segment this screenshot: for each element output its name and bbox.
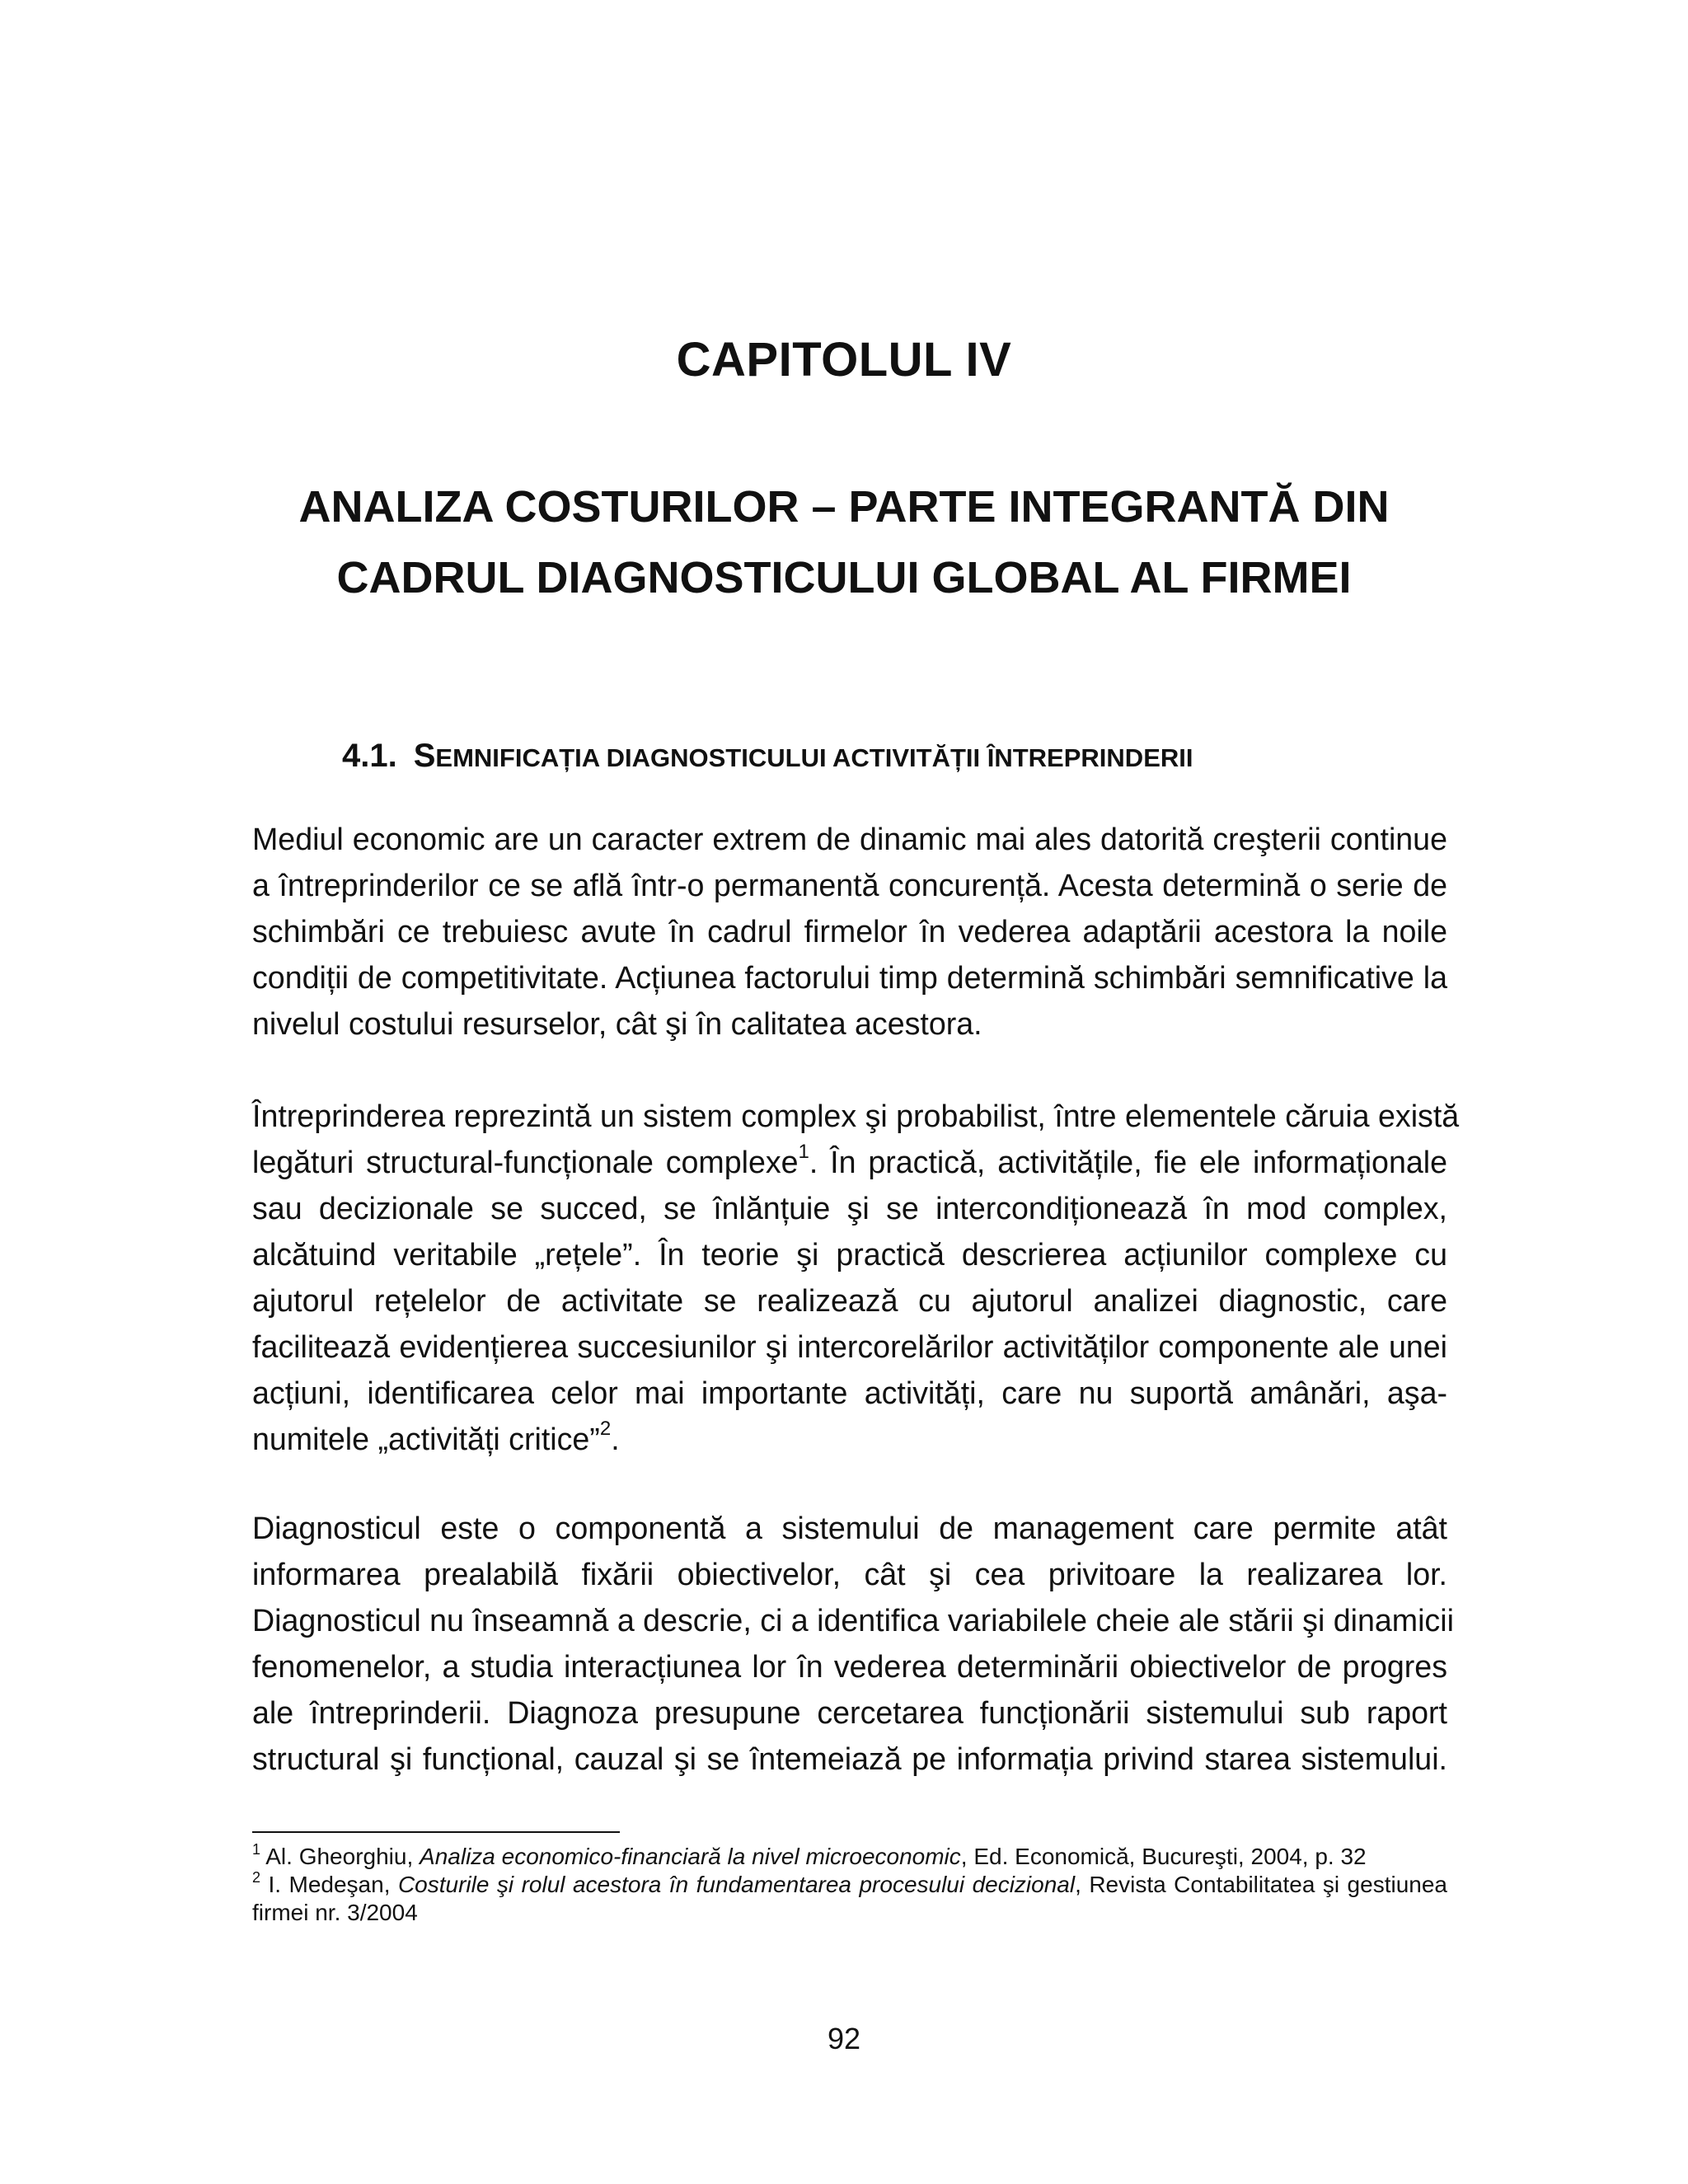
page-number: 92 [827,2022,861,2055]
section-title-initial: S [413,738,436,774]
paragraph-line: sau decizionale se succed, se înlănțuie şi se intercondiționează în mod complex, [252,1191,1447,1226]
paragraph-line: fenomenelor, a studia interacțiunea lor în vederea determinării obiectivelor de progres [252,1649,1447,1684]
paragraph-line: condiții de competitivitate. Acțiunea factorului timp determină schimbări semnificative la [252,960,1447,995]
footnote-details: , Ed. Economică, Bucureşti, 2004, p. 32 [960,1844,1367,1869]
footnote-marker: 2 [252,1868,261,1886]
footnote-1 [252,1840,1447,1871]
paragraph-text: legături structural-funcționale complexe [252,1145,799,1179]
paragraph-line: Diagnosticul este o componentă a sistemului de management care permite atât [252,1511,1447,1545]
footnote-title: Costurile şi rolul acestora în fundamentarea procesului decizional [397,1872,1076,1897]
section-title-rest: EMNIFICAȚIA DIAGNOSTICULUI ACTIVITĂȚII ÎNTREPRINDERII [435,743,1193,772]
paragraph-line: acțiuni, identificarea celor mai importante activități, care nu suportă amânări, aşa- [252,1376,1447,1410]
footnotes [252,1840,1447,1927]
paragraph-line: ale întreprinderii. Diagnoza presupune cercetarea funcționării sistemului sub raport [252,1695,1447,1730]
section-number: 4.1. [342,738,397,774]
footnote-ref-2[interactable]: 2 [599,1418,612,1441]
chapter-label: CAPITOLUL IV [676,333,1012,387]
paragraph-3 [252,1505,1454,1782]
paragraph-1 [252,816,1447,1047]
footnote-details: , Revista Contabilitatea şi gestiunea firmei nr. 3/2004 [252,1872,1447,1925]
paragraph-line: schimbări ce trebuiesc avute în cadrul firmelor în vederea adaptării acestora la noile [252,914,1447,949]
footnote-ref-1[interactable]: 1 [798,1141,809,1164]
footnote-separator [252,1831,620,1833]
paragraph-line: Diagnosticul nu înseamnă a descrie, ci a identifica variabilele cheie ale stării şi dinamicii [252,1603,1454,1638]
paragraph-line: Mediul economic are un caracter extrem de dinamic mai ales datorită creşterii continue [252,822,1447,856]
section-heading [342,735,1193,779]
paragraph-text: . [611,1422,620,1456]
paragraph-line: nivelul costului resurselor, cât şi în calitatea acestora. [252,1006,982,1041]
paragraph-line: structural şi funcțional, cauzal şi se întemeiază pe informația privind starea sistemului. [252,1741,1447,1776]
footnote-author: I. Medeşan, [268,1872,398,1897]
paragraph-text: numitele „activități critice” [252,1422,600,1456]
paragraph-line: alcătuind veritabile „rețele”. În teorie şi practică descrierea acțiunilor complexe cu [252,1237,1447,1272]
paragraph-line [252,1139,1447,1185]
paragraph-line: Întreprinderea reprezintă un sistem complex şi probabilist, între elementele căruia există [252,1099,1460,1133]
paragraph-line: informarea prealabilă fixării obiectivelor, cât şi cea privitoare la realizarea lor. [252,1557,1447,1591]
footnote-author: Al. Gheorghiu, [265,1844,420,1869]
footnote-2 [252,1868,1447,1927]
paragraph-line: ajutorul rețelelor de activitate se realizează cu ajutorul analizei diagnostic, care [252,1283,1447,1318]
chapter-title [247,471,1441,613]
paragraph-line [252,1416,1447,1462]
chapter-title-line: ANALIZA COSTURILOR – PARTE INTEGRANTĂ DIN [298,482,1390,532]
footnote-title: Analiza economico-financiară la nivel microeconomic [420,1844,961,1869]
chapter-title-line: CADRUL DIAGNOSTICULUI GLOBAL AL FIRMEI [336,553,1352,602]
paragraph-line: facilitează evidențierea succesiunilor şi intercorelărilor activităților componente ale unei [252,1329,1447,1364]
footnote-marker: 1 [252,1840,261,1858]
paragraph-2 [252,1093,1460,1462]
paragraph-text: . În practică, activitățile, fie ele informaționale [809,1145,1447,1179]
paragraph-line: a întreprinderilor ce se află într-o permanentă concurență. Acesta determină o serie de [252,868,1447,902]
